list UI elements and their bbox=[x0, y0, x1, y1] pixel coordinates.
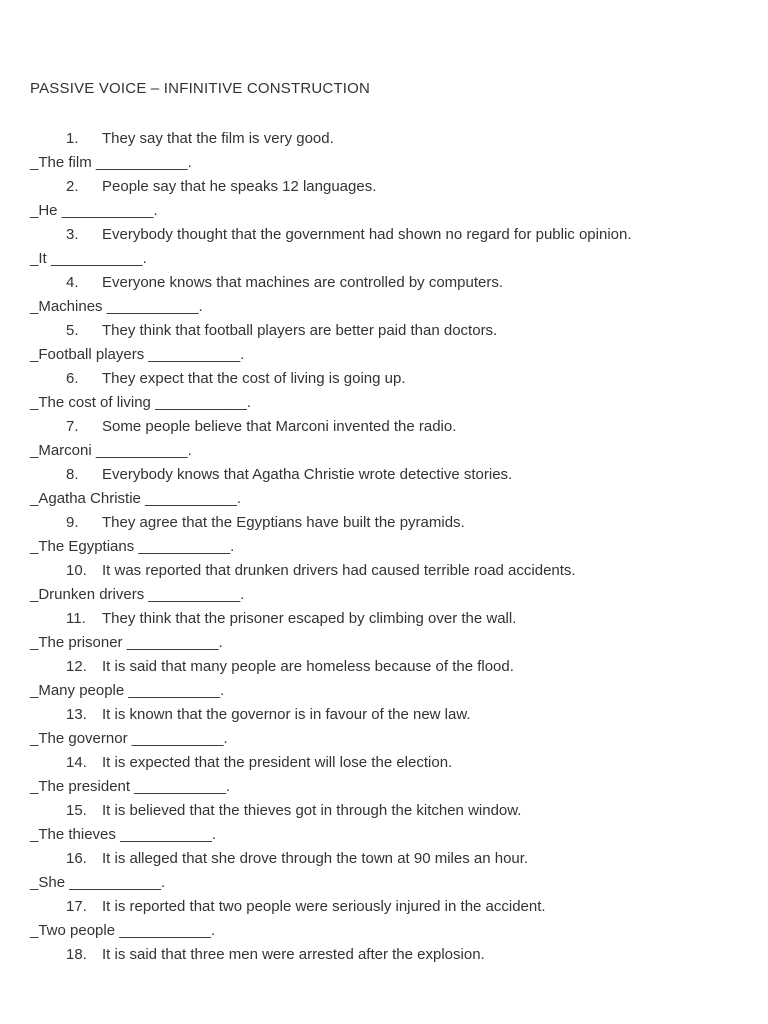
answer-prefix: _He bbox=[30, 202, 58, 219]
answer-line bbox=[0, 872, 768, 896]
answer-period: . bbox=[223, 730, 228, 747]
question-number: 3. bbox=[66, 226, 79, 243]
question-line bbox=[0, 656, 768, 680]
exercise-item bbox=[0, 704, 768, 752]
question-number: 17. bbox=[66, 898, 87, 915]
answer-line bbox=[0, 584, 768, 608]
question-sentence: People say that he speaks 12 languages. bbox=[102, 178, 377, 195]
question-line bbox=[0, 704, 768, 728]
question-sentence: It is said that three men were arrested after the explosion. bbox=[102, 946, 485, 963]
question-number: 5. bbox=[66, 322, 79, 339]
question-line bbox=[0, 368, 768, 392]
exercise-item bbox=[0, 512, 768, 560]
answer-prefix: _Agatha Christie bbox=[30, 490, 141, 507]
answer-line bbox=[0, 344, 768, 368]
exercise-item bbox=[0, 320, 768, 368]
question-sentence: It is said that many people are homeless because of the flood. bbox=[102, 658, 514, 675]
answer-blank[interactable]: ___________ bbox=[155, 394, 247, 411]
question-number: 1. bbox=[66, 130, 79, 147]
answer-period: . bbox=[240, 346, 245, 363]
exercise-item bbox=[0, 368, 768, 416]
answer-prefix: _The cost of living bbox=[30, 394, 151, 411]
answer-line bbox=[0, 248, 768, 272]
question-sentence: Everybody knows that Agatha Christie wrote detective stories. bbox=[102, 466, 513, 483]
question-line bbox=[0, 800, 768, 824]
answer-blank[interactable]: ___________ bbox=[106, 298, 199, 315]
question-number: 15. bbox=[66, 802, 87, 819]
answer-line bbox=[0, 296, 768, 320]
exercise-item bbox=[0, 656, 768, 704]
answer-period: . bbox=[240, 586, 245, 603]
exercise-item bbox=[0, 224, 768, 272]
answer-prefix: _The film bbox=[30, 154, 92, 171]
question-number: 13. bbox=[66, 706, 87, 723]
question-line bbox=[0, 560, 768, 584]
answer-prefix: _Many people bbox=[30, 682, 125, 699]
question-number: 11. bbox=[66, 610, 86, 627]
answer-prefix: _Football players bbox=[30, 346, 145, 363]
question-sentence: It is reported that two people were seriously injured in the accident. bbox=[102, 898, 546, 915]
answer-line bbox=[0, 440, 768, 464]
question-number: 14. bbox=[66, 754, 87, 771]
question-sentence: They agree that the Egyptians have built the pyramids. bbox=[102, 514, 465, 531]
exercise-item bbox=[0, 896, 768, 944]
answer-prefix: _It bbox=[30, 250, 47, 267]
exercise-item bbox=[0, 128, 768, 176]
question-line bbox=[0, 464, 768, 488]
answer-blank[interactable]: ___________ bbox=[69, 874, 161, 891]
question-number: 18. bbox=[66, 946, 87, 963]
question-line bbox=[0, 416, 768, 440]
exercise-item bbox=[0, 464, 768, 512]
answer-period: . bbox=[230, 538, 235, 555]
question-sentence: It is expected that the president will lose the election. bbox=[102, 754, 453, 771]
answer-line bbox=[0, 728, 768, 752]
answer-blank[interactable]: ___________ bbox=[148, 346, 241, 363]
question-sentence: They think that football players are better paid than doctors. bbox=[102, 322, 498, 339]
exercise-item bbox=[0, 848, 768, 896]
answer-line bbox=[0, 536, 768, 560]
answer-line bbox=[0, 152, 768, 176]
question-line bbox=[0, 176, 768, 200]
answer-period: . bbox=[142, 250, 147, 267]
answer-prefix: _She bbox=[30, 874, 66, 891]
question-sentence: They expect that the cost of living is going up. bbox=[102, 370, 406, 387]
answer-blank[interactable]: ___________ bbox=[128, 682, 221, 699]
answer-blank[interactable]: ___________ bbox=[120, 826, 212, 843]
question-number: 16. bbox=[66, 850, 87, 867]
question-line bbox=[0, 752, 768, 776]
question-sentence: It is believed that the thieves got in through the kitchen window. bbox=[102, 802, 522, 819]
answer-blank[interactable]: ___________ bbox=[145, 490, 237, 507]
worksheet-title: PASSIVE VOICE – INFINITIVE CONSTRUCTION bbox=[30, 80, 371, 97]
answer-period: . bbox=[211, 826, 216, 843]
answer-prefix: _The governor bbox=[30, 730, 128, 747]
question-sentence: It is known that the governor is in favour of the new law. bbox=[102, 706, 471, 723]
question-line bbox=[0, 272, 768, 296]
answer-line bbox=[0, 632, 768, 656]
answer-period: . bbox=[218, 634, 223, 651]
question-number: 4. bbox=[66, 274, 79, 291]
exercise-item bbox=[0, 560, 768, 608]
exercise-list bbox=[0, 128, 768, 992]
answer-blank[interactable]: ___________ bbox=[138, 538, 231, 555]
exercise-item bbox=[0, 752, 768, 800]
question-number: 9. bbox=[66, 514, 79, 531]
answer-period: . bbox=[211, 922, 216, 939]
question-line bbox=[0, 848, 768, 872]
answer-blank[interactable]: ___________ bbox=[119, 922, 212, 939]
answer-period: . bbox=[236, 490, 242, 507]
answer-period: . bbox=[153, 202, 158, 219]
answer-prefix: _The Egyptians bbox=[30, 538, 135, 555]
exercise-item bbox=[0, 272, 768, 320]
answer-blank[interactable]: ___________ bbox=[126, 634, 219, 651]
answer-prefix: _The prisoner bbox=[30, 634, 123, 651]
answer-prefix: _Drunken drivers bbox=[30, 586, 145, 603]
question-sentence: Some people believe that Marconi invented the radio. bbox=[102, 418, 457, 435]
exercise-item bbox=[0, 176, 768, 224]
answer-line bbox=[0, 488, 768, 512]
question-line bbox=[0, 320, 768, 344]
answer-line bbox=[0, 680, 768, 704]
question-line bbox=[0, 512, 768, 536]
answer-blank[interactable]: ___________ bbox=[50, 250, 143, 267]
question-line bbox=[0, 896, 768, 920]
question-number: 10. bbox=[66, 562, 87, 579]
question-number: 2. bbox=[66, 178, 79, 195]
question-sentence: Everyone knows that machines are controlled by computers. bbox=[102, 274, 504, 291]
answer-line bbox=[0, 200, 768, 224]
question-line bbox=[0, 608, 768, 632]
question-number: 7. bbox=[66, 418, 79, 435]
answer-line bbox=[0, 392, 768, 416]
answer-period: . bbox=[160, 874, 166, 891]
question-line bbox=[0, 128, 768, 152]
answer-blank[interactable]: ___________ bbox=[95, 154, 188, 171]
answer-prefix: _Two people bbox=[30, 922, 116, 939]
answer-period: . bbox=[187, 442, 192, 459]
answer-prefix: _The president bbox=[30, 778, 131, 795]
exercise-item bbox=[0, 944, 768, 992]
answer-blank[interactable]: ___________ bbox=[61, 202, 154, 219]
question-number: 12. bbox=[66, 658, 87, 675]
answer-blank[interactable]: ___________ bbox=[95, 442, 188, 459]
answer-blank[interactable]: ___________ bbox=[134, 778, 227, 795]
answer-period: . bbox=[198, 298, 203, 315]
question-sentence: It is alleged that she drove through the town at 90 miles an hour. bbox=[102, 850, 529, 867]
exercise-item bbox=[0, 608, 768, 656]
answer-blank[interactable]: ___________ bbox=[131, 730, 224, 747]
answer-prefix: _Marconi bbox=[30, 442, 92, 459]
answer-period: . bbox=[226, 778, 231, 795]
answer-line bbox=[0, 776, 768, 800]
answer-line bbox=[0, 920, 768, 944]
question-sentence: It was reported that drunken drivers had caused terrible road accidents. bbox=[102, 562, 576, 579]
question-sentence: They think that the prisoner escaped by climbing over the wall. bbox=[102, 610, 517, 627]
question-number: 8. bbox=[66, 466, 79, 483]
answer-period: . bbox=[220, 682, 225, 699]
question-line bbox=[0, 224, 768, 248]
answer-prefix: _Machines bbox=[30, 298, 103, 315]
answer-period: . bbox=[187, 154, 192, 171]
question-sentence: They say that the film is very good. bbox=[102, 130, 334, 147]
answer-prefix: _The thieves bbox=[30, 826, 116, 843]
exercise-item bbox=[0, 800, 768, 848]
answer-blank[interactable]: ___________ bbox=[148, 586, 241, 603]
question-number: 6. bbox=[66, 370, 79, 387]
answer-period: . bbox=[246, 394, 252, 411]
question-line bbox=[0, 944, 768, 968]
question-sentence: Everybody thought that the government had shown no regard for public opinion. bbox=[102, 226, 632, 243]
answer-line bbox=[0, 824, 768, 848]
exercise-item bbox=[0, 416, 768, 464]
